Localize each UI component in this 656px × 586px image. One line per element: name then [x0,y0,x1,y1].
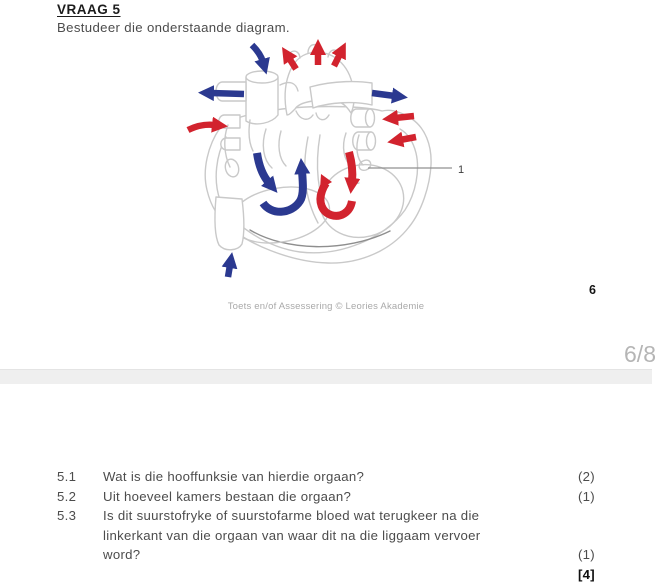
question-text [103,506,578,565]
heart-outline [205,45,431,263]
heart-diagram [150,25,480,285]
arrow-into-right-pulmonary-vein-upper [395,116,414,118]
viewer-page-indicator: 6/8 [624,341,656,367]
arrow-into-superior-vena-cava [252,45,263,62]
question-row-5-2 [57,487,595,507]
question-text-line: linkerkant van die orgaan van waar dit na die liggaam vervoer [103,527,481,543]
label-1-text: 1 [458,164,465,176]
arrow-aorta-branch-left [289,58,296,69]
question-text-line: Wat is die hooffunksie van hierdie orgaan? [103,469,365,484]
question-heading: VRAAG 5 [57,2,121,17]
page-break-gap [0,369,652,384]
arrow-into-left-pulmonary-veins [188,125,215,130]
question-number: 5.3 [57,508,77,523]
question-text-line: word? [103,547,141,562]
question-row-5-1 [57,467,595,487]
intro-text: Bestudeer die onderstaande diagram. [57,20,290,35]
arrow-left-atrium-down [349,152,352,181]
question-text [103,467,578,487]
page-footer-copyright: Toets en/of Assessering © Leories Akademie [227,301,425,312]
question-text-line: Uit hoeveel kamers bestaan die orgaan? [103,488,352,504]
question-list [57,467,595,584]
arrow-into-inferior-vena-cava [228,265,230,277]
printed-page-number: 6 [589,283,596,297]
question-number: 5.1 [57,469,77,484]
question-total-row [57,565,595,585]
question-marks: (1) [577,547,595,562]
arrow-into-right-pulmonary-vein-lower [400,137,416,140]
question-marks: (1) [577,488,595,504]
question-row-5-3 [57,506,595,565]
question-number: 5.2 [57,488,77,504]
question-total-marks: [4] [577,566,595,582]
question-marks: (2) [577,469,595,484]
question-text [103,487,578,507]
question-text-line: Is dit suurstofryke of suurstofarme bloed wat terugkeer na die [103,508,480,523]
arrow-out-right-pulmonary-artery [372,93,395,96]
arrow-out-left-pulmonary-artery [211,93,244,94]
